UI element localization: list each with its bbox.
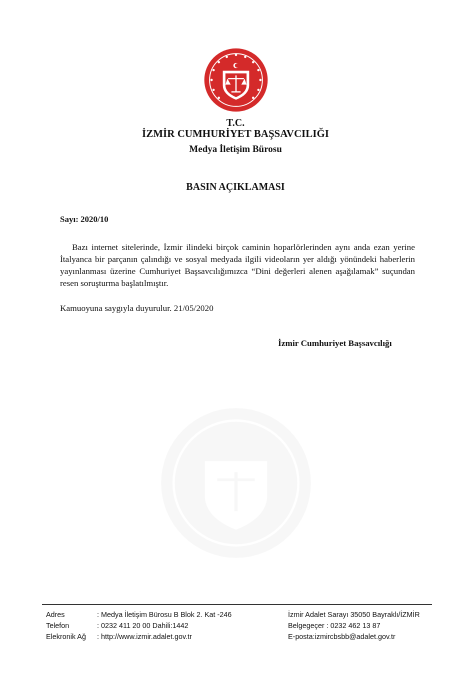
address-value: : Medya İletişim Bürosu B Blok 2. Kat -246	[97, 610, 232, 619]
justice-emblem-icon	[203, 47, 269, 113]
web-label: Elekronik Ağ	[46, 632, 86, 641]
signature-block: İzmir Cumhuriyet Başsavcılığı	[278, 338, 392, 348]
email-link[interactable]: E-posta:izmircbsbb@adalet.gov.tr	[288, 632, 396, 641]
address-right: İzmir Adalet Sarayı 35050 Bayraklı/İZMİR	[288, 610, 420, 619]
office-heading: Medya İletişim Bürosu	[189, 145, 282, 155]
phone-label: Telefon	[46, 621, 70, 630]
website-link[interactable]: : http://www.izmir.adalet.gov.tr	[97, 632, 192, 641]
tc-heading: T.C.	[226, 118, 245, 129]
fax-number: Belgegeçer : 0232 462 13 87	[288, 621, 381, 630]
closing-line: Kamuoyuna saygıyla duyurulur. 21/05/2020	[60, 303, 214, 313]
emblem-watermark-icon	[158, 405, 314, 561]
body-paragraph: Bazı internet sitelerinde, İzmir ilindeki birçok caminin hoparlörlerinden aynı anda ezan yerine İtalyanca bir parçanın çalındığı ve sosyal medyada ilgili videoların yer aldığı yönündeki haberlerin yayınlanması üzerine Cumhuriyet Başsavcılığımızca “Dini değerleri alenen aşağılamak” suçundan resen soruşturma başlatılmıştır.	[60, 242, 415, 288]
organization-heading: İZMİR CUMHURİYET BAŞSAVCILIĞI	[142, 129, 329, 140]
reference-number: Sayı: 2020/10	[60, 214, 109, 224]
address-label: Adres	[46, 610, 65, 619]
phone-value: : 0232 411 20 00 Dahili:1442	[97, 621, 189, 630]
footer-divider	[42, 604, 432, 605]
document-title: BASIN AÇIKLAMASI	[186, 182, 285, 193]
